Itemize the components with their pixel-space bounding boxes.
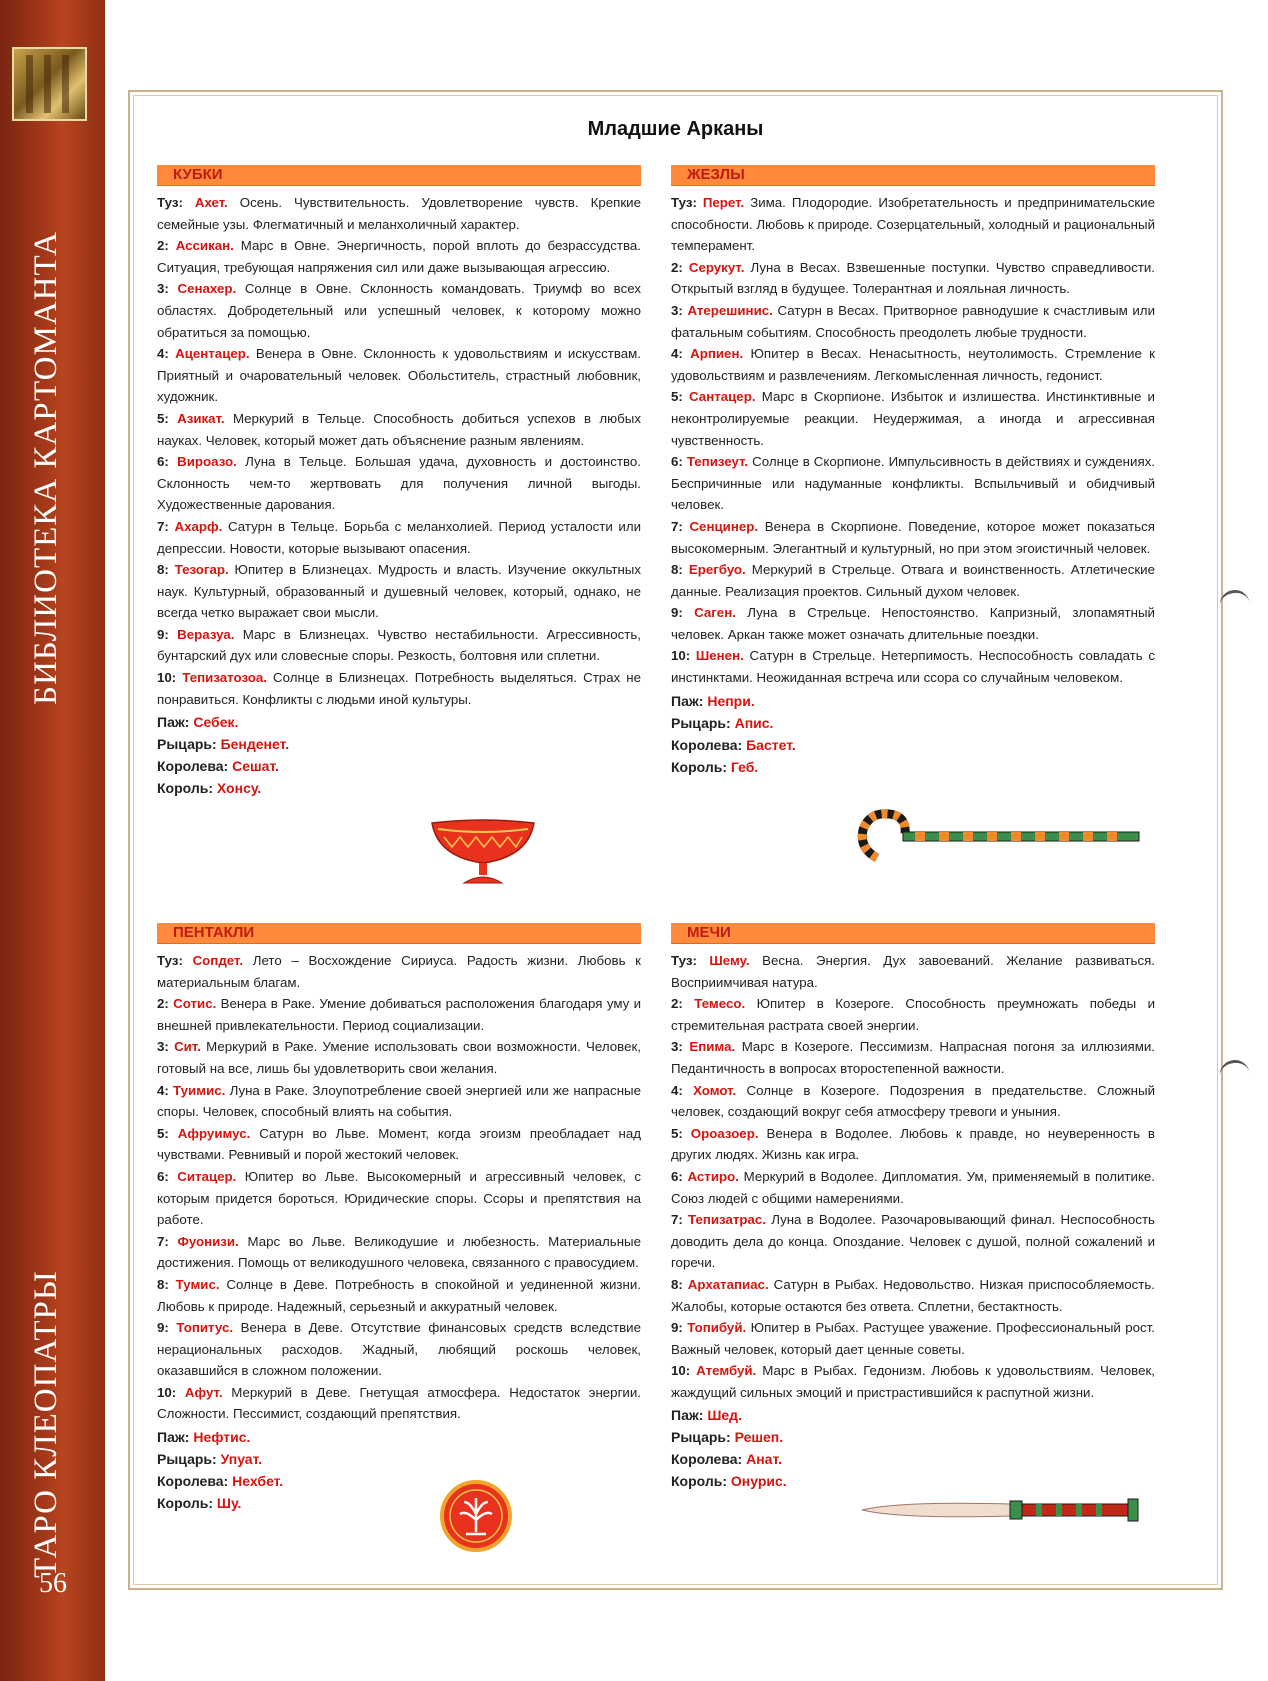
card-name: Сенцинер. [689,518,759,534]
court-name: Анат. [746,1451,782,1468]
card-entry [671,602,1155,645]
court-name: Бастет. [746,736,796,753]
card-name: Ахарф. [174,518,223,534]
card-entry [157,451,641,516]
card-description: Меркурий в Водолее. Дипломатия. Ум, применяемый в политике. Союз людей с общими намерениями. [671,1168,1156,1206]
dagger-illustration [860,1495,1140,1525]
card-description: Солнце в Деве. Потребность в спокойной и уединенной жизни. Любовь к природе. Надежный, серьезный и аккуратный человек. [157,1276,641,1314]
card-name: Афруимус. [177,1125,251,1141]
court-card [671,1470,1155,1492]
card-description: Лето – Восхождение Сириуса. Радость жизни. Любовь к материальным благам. [157,953,642,990]
court-cards [671,690,1155,778]
card-name: Ситацер. [177,1168,237,1184]
court-card [671,756,1155,778]
court-rank: Паж: [671,692,704,709]
court-card [157,733,641,755]
card-description: Юпитер в Близнецах. Мудрость и власть. Изучение оккультных наук. Культурный, образованный и душевный человек, который, однако, не всегда четко выражает свои мысли. [157,562,641,621]
court-name: Нехбет. [232,1473,284,1490]
card-name: Туимис. [173,1082,226,1098]
card-entry [671,451,1155,516]
card-name: Епима. [689,1039,736,1055]
card-description: Венера в Скорпионе. Поведение, которое может показаться высокомерным. Элегантный и культурный, но при этом эгоистичный человек. [671,518,1155,556]
court-rank: Король: [671,758,728,775]
card-name: Топибуй. [687,1320,747,1336]
card-number: 6: [157,454,169,470]
card-description: Весна. Энергия. Дух завоеваний. Желание развиваться. Восприимчивая натура. [671,953,1155,990]
book-title: ТАРО КЛЕОПАТРЫ [28,1270,64,1578]
card-number: 4: [671,1082,683,1098]
card-entry [671,1036,1155,1079]
card-description: Марс во Льве. Великодушие и любезность. Материальные достижения. Помощь от великодушного человека, связанного с правосудием. [157,1233,642,1271]
card-entry [157,1123,641,1166]
court-cards [671,1404,1155,1492]
cup-illustration [428,817,538,887]
page-heading: Младшие Арканы [587,118,764,140]
suit-section-pentacles [157,923,641,1514]
court-card [671,1404,1155,1426]
card-description: Марс в Скорпионе. Избыток и излишества. Инстинктивные и неконтролируемые реакции. Неудержимая, а иногда и агрессивная чувственность. [671,389,1155,448]
card-number: 8: [157,562,169,578]
card-number: 10: [157,670,177,686]
card-entry [671,192,1155,257]
card-entry [157,624,641,667]
card-name: Серукут. [688,259,745,275]
card-number: 10: [671,648,691,664]
card-number: 2: [157,996,169,1012]
card-description: Луна в Раке. Злоупотребление своей энергией или же напрасные споры. Человек, способный влиять на события. [157,1082,642,1120]
card-description: Солнце в Козероге. Подозрения в предательстве. Сложный человек, создающий вокруг себя атмосферу тревоги и уныния. [671,1082,1155,1120]
court-card [671,1426,1155,1448]
court-name: Онурис. [730,1473,787,1490]
suit-title: ЖЕЗЛЫ [671,165,1155,186]
card-name: Вироазо. [177,454,237,470]
card-number: 10: [671,1363,691,1379]
court-name: Непри. [707,692,755,709]
card-description: Венера в Деве. Отсутствие финансовых средств вследствие нерациональных расходов. Жадный, любящий роскошь человек, оказавшийся в сложном положении. [157,1320,641,1379]
card-number: 8: [671,1276,683,1292]
suit-title: МЕЧИ [671,923,1155,944]
court-card [671,712,1155,734]
court-rank: Рыцарь: [157,736,217,753]
card-number: 8: [157,1276,169,1292]
card-entry [157,1166,641,1231]
court-name: Геб. [730,758,759,775]
court-cards [157,1426,641,1514]
card-number: Туз: [671,195,697,210]
card-name: Фуонизи. [177,1233,239,1249]
card-number: 6: [671,1168,683,1184]
card-number: 4: [157,346,169,362]
card-name: Ассикан. [175,238,234,254]
card-description: Луна в Стрельце. Непостоянство. Капризный, злопамятный человек. Аркан также может означать длительные поездки. [671,605,1155,642]
card-name: Ахет. [194,195,228,210]
court-name: Хонсу. [216,780,262,797]
card-description: Зима. Плодородие. Изобретательность и предпринимательские способности. Любовь к природе. Созерцательный, холодный и рациональный темперамент. [671,195,1155,254]
court-name: Бенденет. [220,736,290,753]
card-entry [671,1209,1155,1274]
card-name: Азикат. [177,410,225,426]
card-description: Марс в Овне. Энергичность, порой вплоть до безрассудства. Ситуация, требующая напряжения сил или даже вызывающая агрессию. [157,238,641,275]
card-entry [157,950,641,993]
card-name: Шенен. [695,648,744,664]
card-entry [671,1317,1155,1360]
court-card [157,755,641,777]
card-entry [671,300,1155,343]
court-card [671,734,1155,756]
card-number: 5: [157,1125,169,1141]
court-card [157,1470,641,1492]
suit-title: КУБКИ [157,165,641,186]
card-description: Меркурий в Стрельце. Отвага и воинственность. Атлетические данные. Реализация проектов. Сильный духом человек. [671,562,1155,599]
card-description: Меркурий в Деве. Гнетущая атмосфера. Недостаток энергии. Сложности. Пессимист, создающий препятствия. [157,1384,641,1422]
card-number: Туз: [671,953,697,968]
card-description: Сатурн в Рыбах. Недовольство. Низкая приспособляемость. Жалобы, которые остаются без ответа. Сплетни, бестактность. [671,1276,1155,1314]
card-name: Тумис. [175,1276,220,1292]
card-number: 9: [157,1320,169,1336]
court-rank: Паж: [671,1407,704,1424]
court-rank: Рыцарь: [671,714,731,731]
card-number: 7: [157,518,169,534]
card-description: Осень. Чувствительность. Удовлетворение чувств. Крепкие семейные узы. Флегматичный и меланхоличный характер. [157,195,642,232]
card-number: 4: [157,1082,169,1098]
court-card [157,1448,641,1470]
court-rank: Королева: [671,1451,743,1468]
card-number: 7: [671,518,683,534]
card-name: Ацентацер. [175,346,250,362]
card-entry [157,516,641,559]
suit-section-swords [671,923,1155,1492]
card-description: Сатурн во Льве. Момент, когда эгоизм преобладает над чувствами. Ревнивый и порой жестокий человек. [157,1125,641,1163]
court-name: Сешат. [232,758,279,775]
card-name: Тепизатрас. [688,1212,767,1228]
suit-section-wands [671,165,1155,778]
court-rank: Рыцарь: [157,1451,217,1468]
court-rank: Король: [157,1495,214,1512]
card-description: Солнце в Близнецах. Потребность выделяться. Страх не понравиться. Конфликты с людьми иной культуры. [157,670,642,707]
card-description: Меркурий в Раке. Умение использовать свои возможности. Человек, готовый на все, лишь бы удовлетворить свои желания. [157,1039,641,1076]
card-entry [671,1080,1155,1123]
card-entry [671,1360,1155,1403]
card-number: 8: [671,562,683,578]
card-number: 10: [157,1384,177,1400]
court-card [157,1426,641,1448]
card-entry [157,408,641,451]
card-name: Хомот. [693,1082,737,1098]
card-description: Луна в Водолее. Разочаровывающий финал. Неспособность доводить дела до конца. Опоздание. Человек с душой, полной сожалений и горечи. [671,1212,1155,1271]
card-entry [671,1166,1155,1209]
card-description: Луна в Тельце. Большая удача, духовность и достоинство. Склонность чем-то жертвовать для получения личной выгоды. Художественные дарования. [157,454,641,513]
court-name: Шед. [707,1407,742,1424]
card-number: 2: [671,259,683,275]
card-number: 5: [671,389,683,405]
card-entry [157,278,641,343]
card-entry [671,516,1155,559]
card-entry [671,1123,1155,1166]
card-number: 6: [671,454,683,470]
court-name: Решеп. [734,1429,784,1446]
card-number: 5: [671,1125,683,1141]
pentacle-disc-illustration [440,1480,512,1552]
card-name: Атерешинис. [687,302,773,318]
card-entry [671,993,1155,1036]
card-number: Туз: [157,953,183,968]
court-rank: Королева: [671,736,743,753]
court-cards [157,711,641,799]
card-entry [157,343,641,408]
card-number: 2: [671,996,683,1012]
court-rank: Паж: [157,714,190,731]
card-entry [157,1382,641,1425]
card-description: Сатурн в Тельце. Борьба с меланхолией. Период усталости или депрессии. Новости, которые вызывают опасения. [157,518,642,556]
page-number: 56 [39,1568,67,1599]
card-entry [157,559,641,624]
card-description: Юпитер в Рыбах. Растущее уважение. Профессиональный рост. Важный человек, который дает ценные советы. [671,1320,1155,1357]
card-description: Венера в Раке. Умение добиваться расположения благодаря уму и внешней привлекательности. Период социализации. [157,996,641,1033]
card-name: Арпиен. [690,346,744,362]
card-description: Марс в Рыбах. Гедонизм. Любовь к удовольствиям. Человек, жаждущий сильных эмоций и пристрастившийся к распутной жизни. [671,1363,1155,1400]
card-name: Атембуй. [696,1363,757,1379]
card-entry [157,1231,641,1274]
court-rank: Король: [157,780,214,797]
card-number: 3: [157,1039,169,1055]
card-entry [157,1036,641,1079]
court-name: Нефтис. [193,1429,251,1446]
court-rank: Паж: [157,1429,190,1446]
court-card [671,1448,1155,1470]
card-description: Венера в Водолее. Любовь к правде, но неуверенность в других людях. Жизнь как игра. [671,1125,1155,1163]
card-entry [671,386,1155,451]
crook-illustration [855,808,1145,866]
series-title: БИБЛИОТЕКА КАРТОМАНТА [28,231,64,705]
card-entry [671,343,1155,386]
court-card [157,1492,641,1514]
card-description: Солнце в Овне. Склонность командовать. Триумф во всех областях. Добродетельный или успешный человек, к которому можно обратиться за помощью. [157,281,641,340]
card-description: Марс в Близнецах. Чувство нестабильности. Агрессивность, бунтарский дух или словесные споры. Резкость, болтовня или сплетни. [157,626,641,664]
card-name: Тепизеут. [686,454,749,470]
card-description: Меркурий в Тельце. Способность добиться успехов в любых науках. Человек, который может дать объяснение разным явлениям. [157,410,641,448]
court-name: Апис. [734,714,774,731]
card-name: Астиро. [687,1168,739,1184]
card-number: 2: [157,238,169,254]
card-name: Топитус. [176,1320,234,1336]
card-description: Юпитер в Весах. Ненасытность, неутолимость. Стремление к удовольствиям и развлечениям. Легкомысленная личность, гедонист. [671,346,1155,383]
card-name: Сантацер. [689,389,756,405]
card-description: Солнце в Скорпионе. Импульсивность в действиях и суждениях. Беспричинные или надуманные конфликты. Вспыльчивый и обидчивый человек. [671,454,1155,513]
card-entry [671,950,1155,993]
card-number: Туз: [157,195,183,210]
card-name: Тепизатозоа. [182,670,267,686]
court-card [671,690,1155,712]
card-name: Перет. [702,195,745,210]
card-name: Афут. [184,1384,223,1400]
card-name: Ерегбуо. [688,562,746,578]
card-name: Сенахер. [177,281,237,297]
card-entry [671,645,1155,688]
card-description: Сатурн в Весах. Притворное равнодушие к счастливым или фатальным событиям. Способность преодолеть любые трудности. [671,302,1155,340]
card-description: Венера в Овне. Склонность к удовольствиям и искусствам. Приятный и очаровательный человек. Обольститель, страстный любовник, художник. [157,346,641,405]
card-number: 9: [671,605,683,621]
card-number: 4: [671,346,683,362]
card-entry [671,257,1155,300]
card-description: Луна в Весах. Взвешенные поступки. Чувство справедливости. Открытый взгляд в будущее. Толерантная и лояльная личность. [671,259,1155,297]
card-name: Веразуа. [177,626,235,642]
court-name: Себек. [193,714,239,731]
card-name: Архатапиас. [687,1276,769,1292]
card-number: 3: [671,302,683,318]
sidebar-thumbnail-image [12,47,87,121]
court-rank: Рыцарь: [671,1429,731,1446]
card-number: 7: [671,1212,683,1228]
court-rank: Королева: [157,758,229,775]
court-name: Упуат. [220,1451,263,1468]
card-entry [671,1274,1155,1317]
card-description: Сатурн в Стрельце. Нетерпимость. Неспособность совладать с инстинктами. Неожиданная встреча или ссора со случайным человеком. [671,648,1156,686]
suit-section-cups [157,165,641,799]
card-name: Саген. [694,605,736,621]
court-rank: Король: [671,1473,728,1490]
card-number: 5: [157,410,169,426]
sidebar [0,0,105,1681]
card-number: 9: [671,1320,683,1336]
card-name: Ороазоер. [690,1125,759,1141]
card-entry [157,993,641,1036]
card-entry [157,1274,641,1317]
suit-title: ПЕНТАКЛИ [157,923,641,944]
card-entry [157,1080,641,1123]
card-entry [157,235,641,278]
card-description: Марс в Козероге. Пессимизм. Напрасная погоня за иллюзиями. Педантичность в вопросах второстепенной важности. [671,1039,1155,1076]
court-name: Шу. [216,1495,242,1512]
card-entry [157,192,641,235]
card-number: 7: [157,1233,169,1249]
card-name: Сопдет. [192,953,244,968]
card-number: 3: [671,1039,683,1055]
card-entry [671,559,1155,602]
card-name: Сит. [174,1039,201,1055]
card-name: Тезогар. [174,562,229,578]
card-number: 9: [157,626,169,642]
card-entry [157,667,641,710]
card-name: Сотис. [173,996,217,1012]
card-entry [157,1317,641,1382]
card-description: Юпитер во Льве. Высокомерный и агрессивный человек, с которым придется бороться. Юридические споры. Ссоры и препятствия на работе. [157,1168,642,1228]
card-name: Темесо. [694,996,746,1012]
court-card [157,777,641,799]
card-number: 6: [157,1168,169,1184]
court-card [157,711,641,733]
card-name: Шему. [709,953,750,968]
card-description: Юпитер в Козероге. Способность преумножать победы и стремительная растрата своей энергии. [671,996,1155,1033]
court-rank: Королева: [157,1473,229,1490]
card-number: 3: [157,281,169,297]
